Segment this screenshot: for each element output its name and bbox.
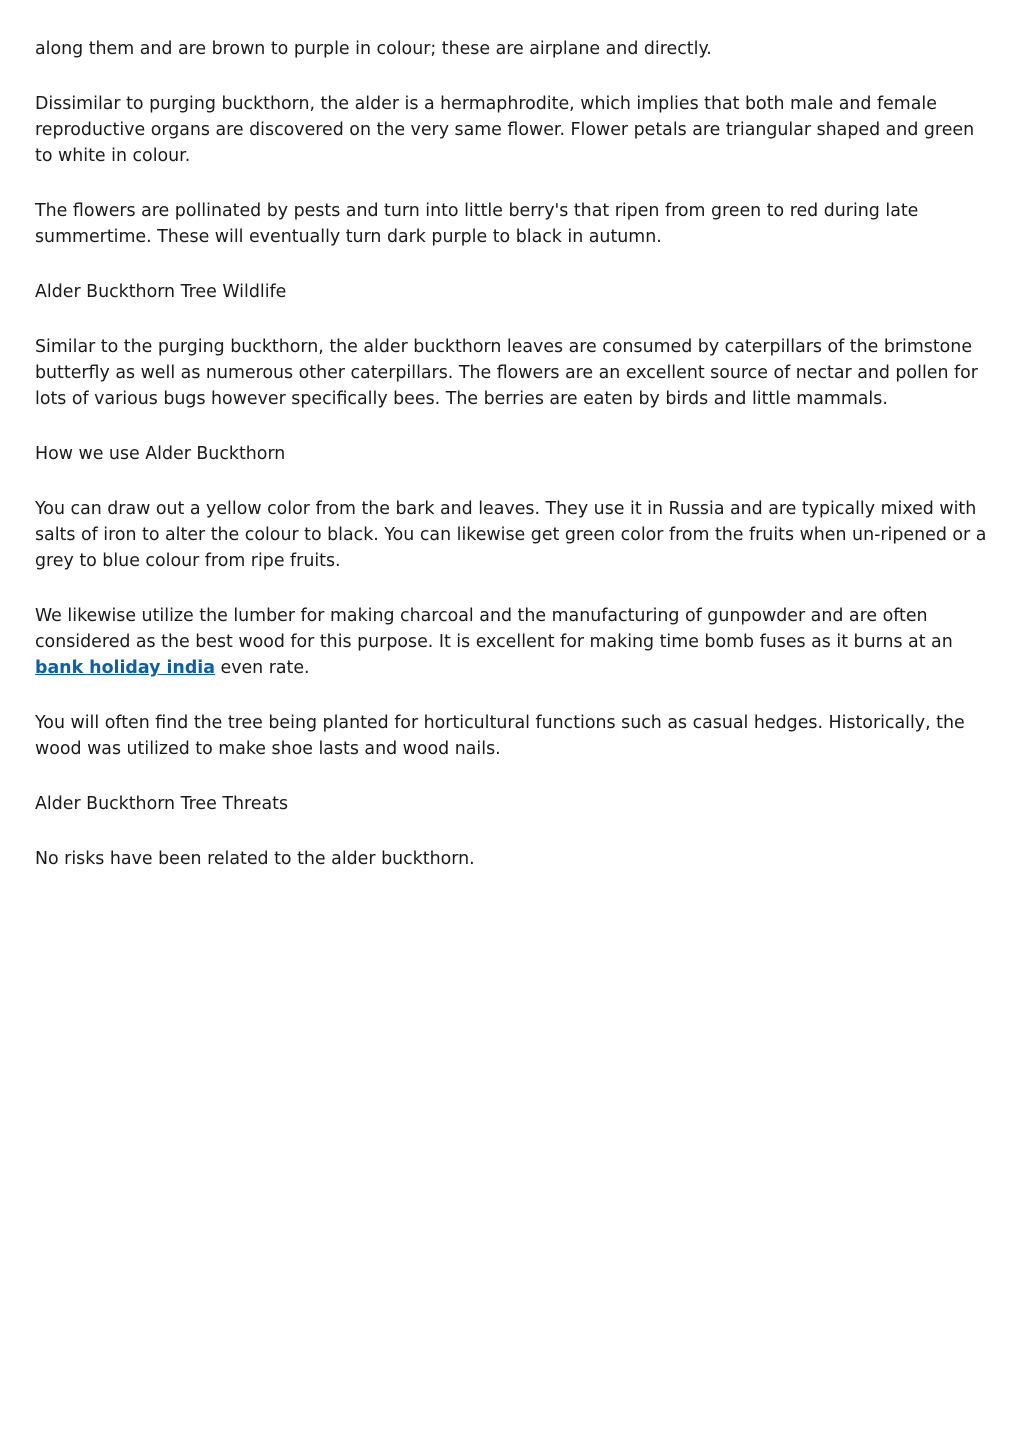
- paragraph-dye-uses: You can draw out a yellow color from the bark and leaves. They use it in Russia and are typically mixed with salts of iron to alter the colour to black. You can likewise get green color from the fruits when un-ripened or a grey to blue colour from ripe fruits.: [35, 499, 987, 571]
- subheading-uses: How we use Alder Buckthorn: [35, 444, 286, 464]
- paragraph-wildlife: Similar to the purging buckthorn, the alder buckthorn leaves are consumed by caterpillars of the brimstone butterfly as well as numerous other caterpillars. The flowers are an excellent source of nectar and pollen for lots of various bugs however specifically bees. The berries are eaten by birds and little mammals.: [35, 337, 978, 409]
- paragraph-charcoal-uses: [35, 603, 995, 681]
- paragraph-text-after-link: even rate.: [214, 658, 310, 678]
- paragraph-berry-description: The flowers are pollinated by pests and turn into little berry's that ripen from green to red during late summertime. These will eventually turn dark purple to black in autumn.: [35, 201, 919, 247]
- paragraph-horticultural-uses: You will often find the tree being planted for horticultural functions such as casual hedges. Historically, the wood was utilized to make shoe lasts and wood nails.: [35, 713, 965, 759]
- subheading-wildlife: Alder Buckthorn Tree Wildlife: [35, 282, 287, 302]
- paragraph-threats: No risks have been related to the alder buckthorn.: [35, 849, 475, 869]
- document-page: [35, 0, 995, 901]
- paragraph-leaf-description: along them and are brown to purple in colour; these are airplane and directly.: [35, 39, 712, 59]
- bank-holiday-india-link[interactable]: bank holiday india: [35, 658, 215, 678]
- subheading-threats: Alder Buckthorn Tree Threats: [35, 794, 289, 814]
- paragraph-flower-description: Dissimilar to purging buckthorn, the alder is a hermaphrodite, which implies that both male and female reproductive organs are discovered on the very same flower. Flower petals are triangular shaped and green to white in colour.: [35, 94, 975, 166]
- paragraph-text-before-link: We likewise utilize the lumber for making charcoal and the manufacturing of gunpowder and are often considered as the best wood for this purpose. It is excellent for making time bomb fuses as it burns at an: [35, 606, 953, 652]
